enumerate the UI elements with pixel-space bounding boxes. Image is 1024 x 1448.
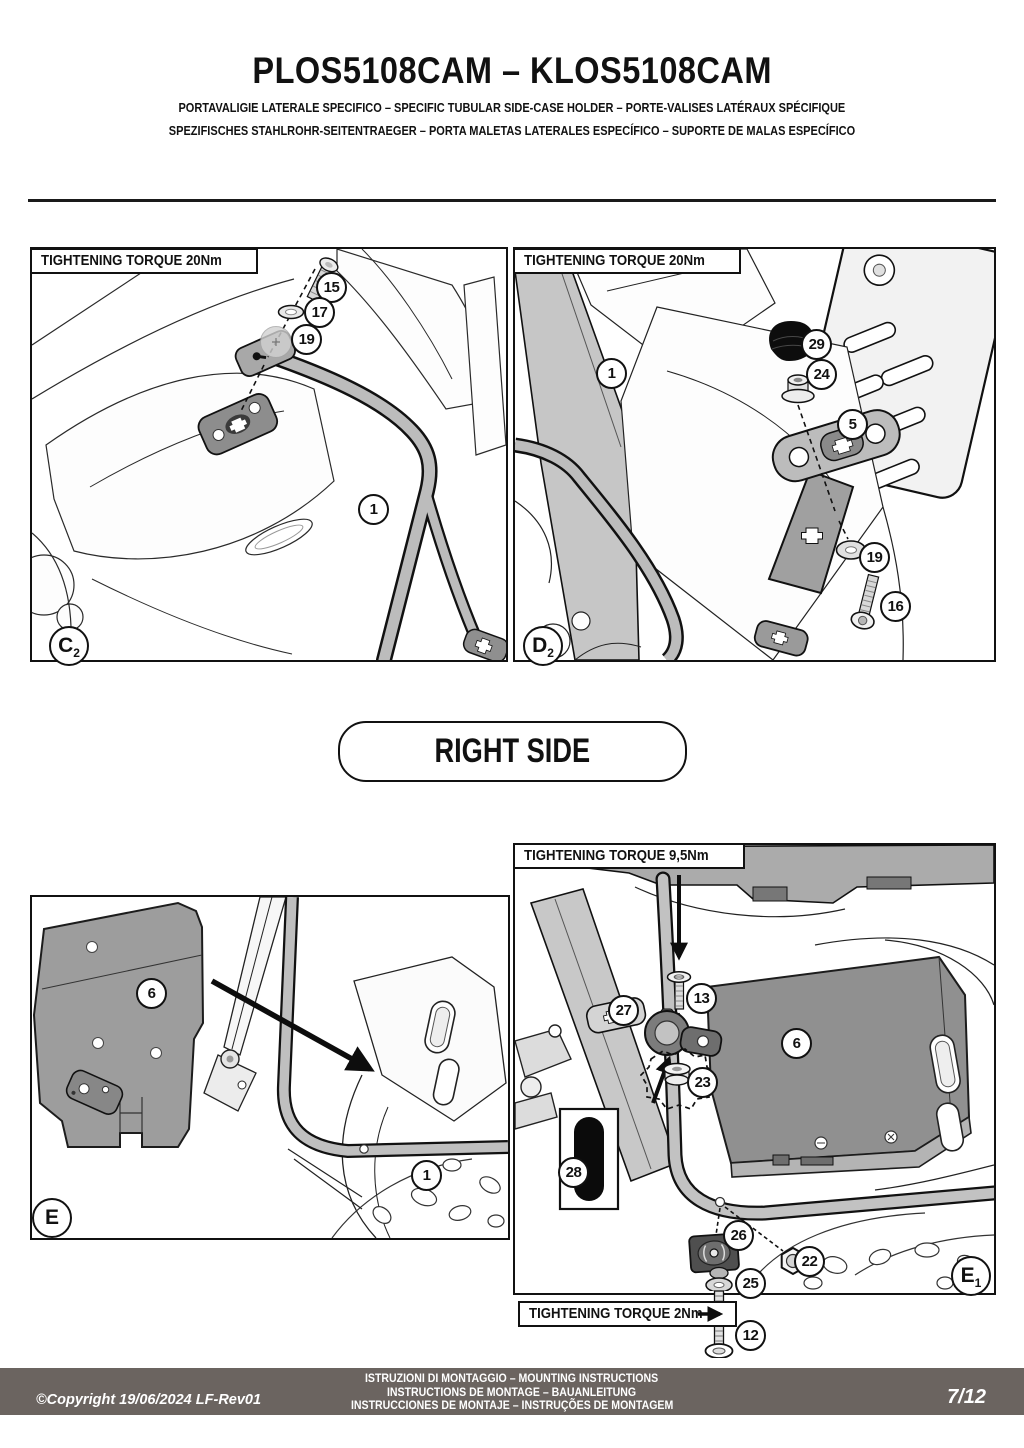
end-lug [461,627,506,660]
callout-5: 5 [837,409,868,440]
footer-line-2: INSTRUCTIONS DE MONTAGE – BAUANLEITUNG [387,1384,637,1399]
diagram-panel-e1 [513,843,996,1295]
panel-label-e: E [32,1198,72,1238]
torque-label-c2: TIGHTENING TORQUE 20Nm [30,248,258,274]
callout-1b: 1 [596,358,627,389]
torque-label-d2: TIGHTENING TORQUE 20Nm [513,248,741,274]
callout-29: 29 [801,329,832,360]
callout-22: 22 [794,1246,825,1277]
header-divider [28,199,996,202]
washer-25 [706,1268,732,1293]
subtitle-line-2: SPEZIFISCHES STAHLROHR-SEITENTRAEGER – PORTA MALETAS LATERALES ESPECÍFICO – SUPORTE DE MALAS ESPECÍFICO [168,124,856,138]
callout-25: 25 [735,1268,766,1299]
side-plate-6 [34,903,203,1147]
callout-6: 6 [136,978,167,1009]
callout-6b: 6 [781,1028,812,1059]
page-number: 7/12 [947,1386,986,1408]
footer-line-1: ISTRUZIONI DI MONTAGGIO – MOUNTING INSTRUCTIONS [365,1371,659,1385]
illustration-c2 [32,249,506,660]
diagram-panel-c2 [30,247,508,662]
callout-15: 15 [316,272,347,303]
footer-instructions [0,1372,1024,1413]
callout-17: 17 [304,297,335,328]
callout-19: 19 [291,324,322,355]
callout-26: 26 [723,1220,754,1251]
callout-1c: 1 [411,1160,442,1191]
footer-bar [0,1368,1024,1415]
illustration-d2 [515,249,994,660]
callout-28: 28 [558,1157,589,1188]
callout-27: 27 [608,995,639,1026]
callout-23: 23 [687,1067,718,1098]
panel-label-e1: E 1 [951,1256,991,1296]
torque-arrow-2nm [698,1306,728,1322]
callout-12: 12 [735,1320,766,1351]
spacer-19 [261,327,292,358]
washer-17 [279,306,304,319]
arm-end-lug [753,619,810,658]
shock-strut [204,897,286,1111]
callout-24: 24 [806,359,837,390]
callout-19b: 19 [859,542,890,573]
page-title: PLOS5108CAM – KLOS5108CAM [252,50,772,91]
callout-1: 1 [358,494,389,525]
panel-label-c2: C 2 [49,626,89,666]
diagram-panel-e [30,895,510,1240]
torque-label-e1-top: TIGHTENING TORQUE 9,5Nm [513,843,745,869]
footer-line-3: INSTRUCCIONES DE MONTAJE – INSTRUÇÕES DE MONTAGEM [350,1398,674,1412]
panel-label-d2: D 2 [523,626,563,666]
plate-6 [707,957,971,1177]
torque-label-e1-bottom: TIGHTENING TORQUE 2Nm [518,1301,737,1327]
footer-copyright: ©Copyright 19/06/2024 LF-Rev01 [36,1392,262,1408]
diagram-panel-d2 [513,247,996,662]
subtitle-line-1: PORTAVALIGIE LATERALE SPECIFICO – SPECIFIC TUBULAR SIDE-CASE HOLDER – PORTE-VALISES LATÉRAUX SPÉCIFIQUE [178,101,846,115]
callout-13: 13 [686,983,717,1014]
right-side-banner: RIGHT SIDE [338,721,687,782]
callout-16: 16 [880,591,911,622]
